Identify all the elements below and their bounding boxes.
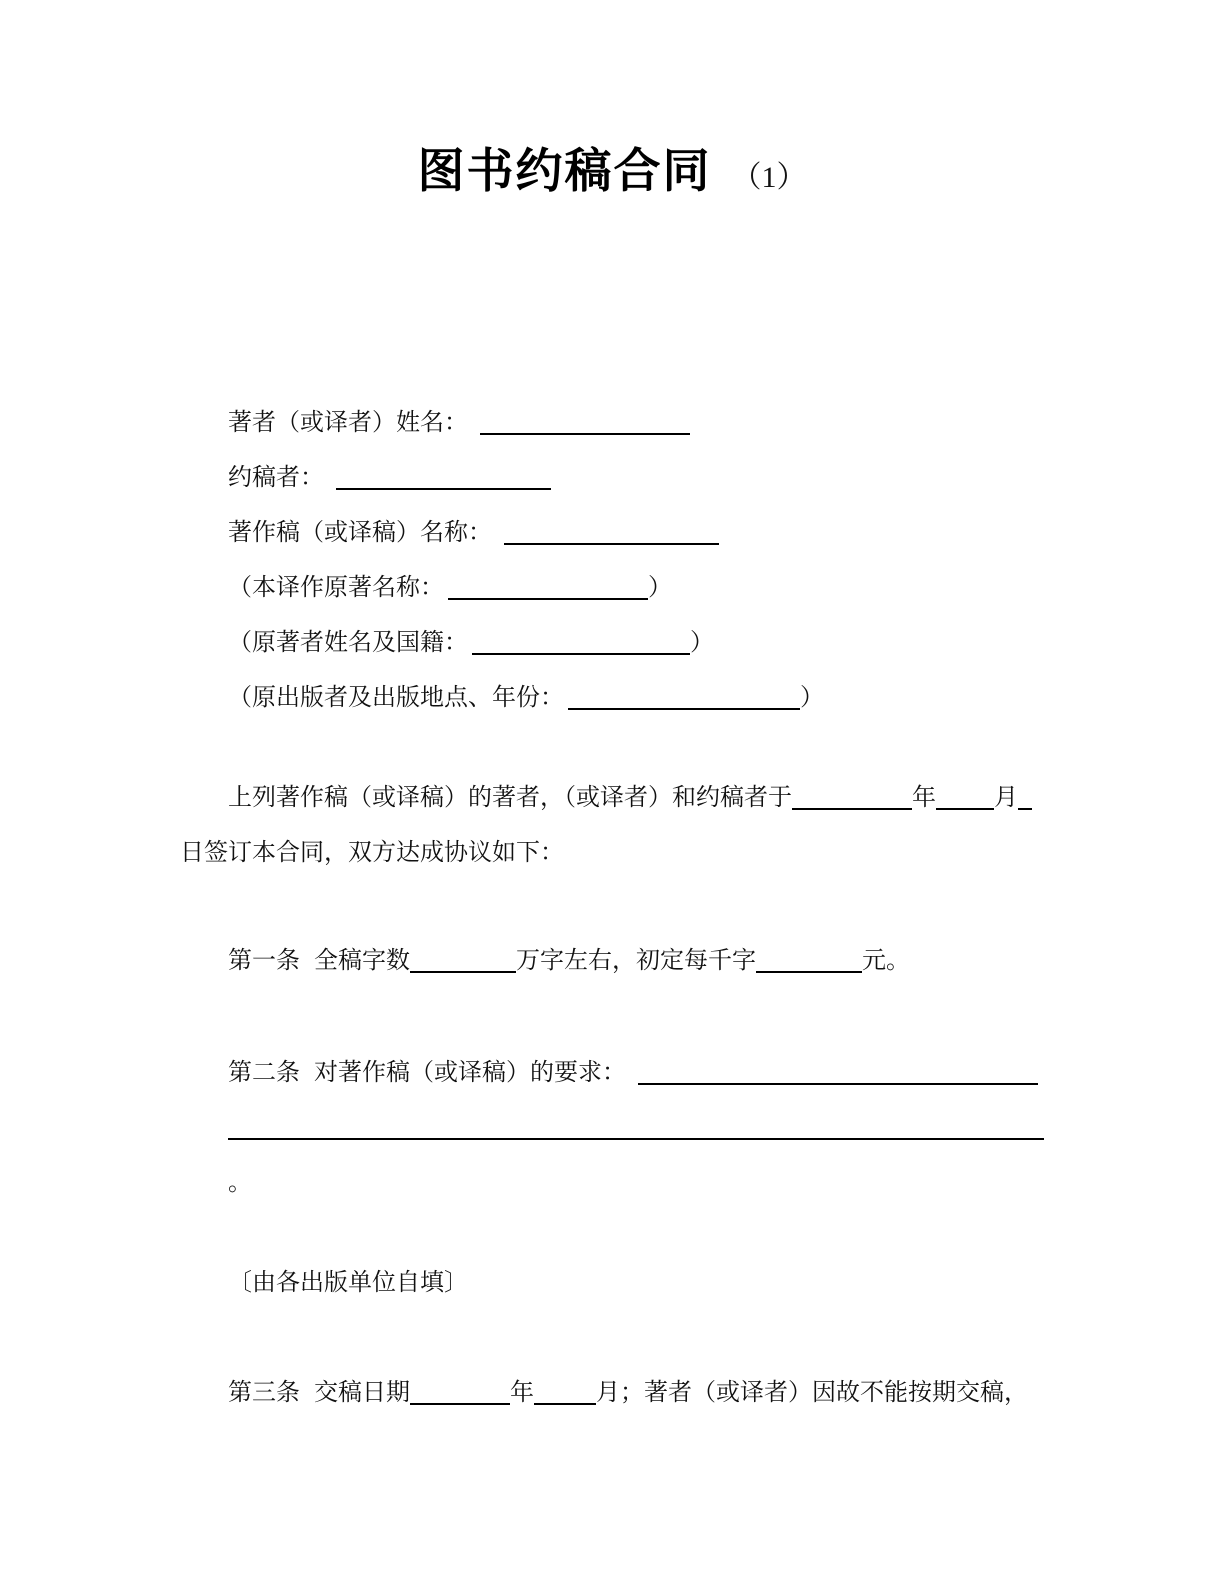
article-3-text-1: 交稿日期 [314,1380,410,1406]
article-2 [180,1046,1044,1211]
article-number: 第二条 [228,1060,300,1086]
fill-in-blank [472,641,690,655]
article-3-line [180,1366,1044,1421]
fill-in-blank-wordcount [410,959,516,973]
month-label: 月 [994,785,1018,811]
fill-in-blank-day [1018,796,1032,810]
article-2-line-1 [180,1046,1044,1101]
field-label: 著作稿（或译稿）名称： [228,520,492,546]
article-1-text-3: 元。 [862,948,910,974]
intro-line-1 [180,771,1044,826]
intro-text-1: 上列著作稿（或译稿）的著者，（或译者）和约稿者于 [228,785,792,811]
field-line-commissioner [180,451,1044,506]
publisher-note-section [180,1256,1044,1311]
article-3 [180,1366,1044,1421]
field-line-manuscript-title [180,506,1044,561]
field-line-author-name [180,396,1044,451]
fill-in-blank-requirements [638,1071,1038,1085]
fill-in-blank-month [936,796,994,810]
intro-text-2: 日签订本合同，双方达成协议如下： [180,840,564,866]
document-content [0,138,1224,1421]
fill-in-blank-deliver-year [410,1391,510,1405]
fill-in-blank-deliver-month [534,1391,596,1405]
field-line-original-author [180,616,1044,671]
field-label: （原出版者及出版地点、年份： [228,685,564,711]
fill-in-blank [504,531,719,545]
document-title-text: 图书约稿合同 [417,144,712,197]
fill-in-blank [568,696,800,710]
article-number: 第三条 [228,1380,300,1406]
document-title-note: （1） [731,161,807,194]
fill-in-blank [336,476,551,490]
fill-in-blank-requirements-continued [228,1126,1044,1140]
article-number: 第一条 [228,948,300,974]
field-line-original-publisher [180,671,1044,726]
article-1 [180,934,1044,989]
fill-in-blank [448,586,648,600]
fill-in-blank-rate [756,959,862,973]
year-label: 年 [912,785,936,811]
article-2-label: 对著作稿（或译稿）的要求： [314,1060,626,1086]
publisher-note-line [180,1256,1044,1311]
header-fields-section [180,396,1044,726]
article-2-line-3 [180,1156,1044,1211]
field-suffix: ） [648,575,672,601]
article-1-text-2: 万字左右，初定每千字 [516,948,756,974]
publisher-note-text: 〔由各出版单位自填〕 [228,1270,468,1296]
year-label: 年 [510,1380,534,1406]
field-label: （本译作原著名称： [228,575,444,601]
field-label: （原著者姓名及国籍： [228,630,468,656]
field-suffix: ） [800,685,824,711]
fill-in-blank-year [792,796,912,810]
article-1-line [180,934,1044,989]
article-2-period: 。 [228,1170,252,1196]
article-2-line-2 [180,1101,1044,1156]
intro-paragraph [180,771,1044,881]
article-3-text-2: 月；著者（或译者）因故不能按期交稿， [596,1380,1028,1406]
field-label: 约稿者： [228,465,324,491]
article-1-text-1: 全稿字数 [314,948,410,974]
intro-line-2 [180,826,1044,881]
document-title [180,138,1044,204]
field-line-original-title [180,561,1044,616]
field-label: 著者（或译者）姓名： [228,410,468,436]
fill-in-blank [480,421,690,435]
field-suffix: ） [690,630,714,656]
